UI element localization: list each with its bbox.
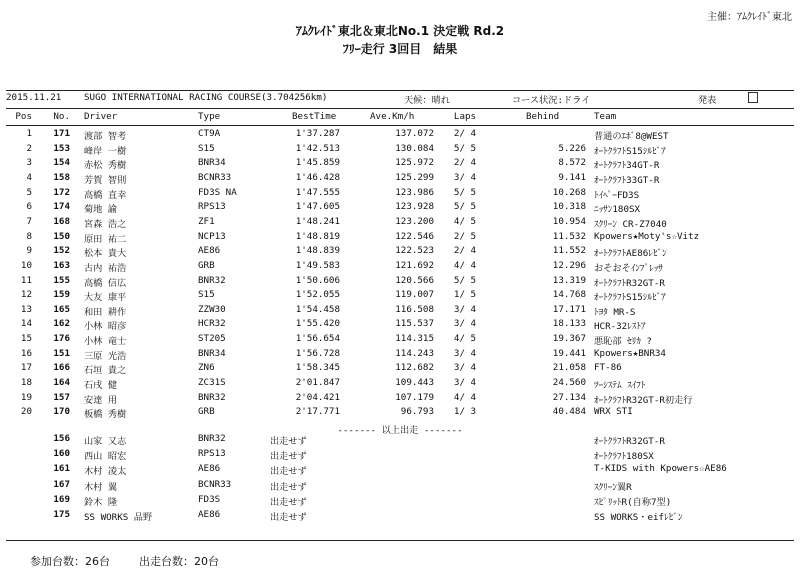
header-pos: Pos [15, 111, 32, 122]
table-row [0, 348, 800, 361]
dns-row [0, 479, 800, 492]
event-date: 2015.11.21 [6, 92, 62, 103]
cell-no: 153 [53, 142, 70, 154]
cell-type: BCNR33 [198, 171, 232, 183]
cell-best-time: 1'46.428 [295, 171, 340, 183]
cell-driver: 大友 康平 [84, 292, 127, 304]
dns-row [0, 463, 800, 476]
cell-type: S15 [198, 289, 215, 301]
cell-best-time: 1'47.605 [295, 201, 340, 213]
table-row [0, 318, 800, 331]
cell-ave: 96.793 [400, 406, 434, 418]
cell-team: ﾆｯｻﾝ180SX [594, 204, 641, 216]
cell-driver: 古内 祐浩 [84, 262, 127, 274]
document-subtitle: ﾌﾘｰ走行 3回目 結果 [342, 42, 458, 56]
cell-ave: 107.179 [395, 391, 434, 403]
cell-behind: 19.367 [552, 333, 586, 345]
cell-laps: 2/ 4 [453, 128, 477, 139]
cell-no: 164 [53, 377, 70, 389]
cell-ave: 123.928 [395, 201, 434, 213]
cell-type: ZZW30 [198, 303, 226, 315]
cell-driver: SS WORKS 品野 [84, 512, 153, 523]
cell-team: ｵｰﾄｸﾗﾌﾄR32GT-R [594, 436, 665, 447]
cell-pos: 19 [20, 391, 32, 403]
cell-pos: 12 [20, 289, 32, 301]
cell-type: BNR32 [198, 274, 226, 286]
cell-team: ｵｰﾄｸﾗﾌﾄ180SX [594, 451, 654, 463]
cell-pos: 20 [20, 406, 32, 418]
cell-no: 156 [53, 433, 70, 444]
cell-no: 161 [53, 463, 70, 475]
cell-ave: 130.084 [395, 142, 434, 154]
cell-behind: 13.319 [552, 274, 586, 286]
cell-ave: 112.682 [395, 362, 434, 374]
table-header [0, 111, 800, 125]
cell-pos: 18 [20, 377, 32, 389]
cell-best-time: 1'37.287 [295, 128, 340, 139]
cell-pos: 9 [26, 245, 32, 257]
cell-team: ﾄﾖﾀ MR-S [594, 306, 636, 318]
cell-pos: 2 [26, 142, 32, 154]
cell-type: RPS13 [198, 201, 226, 213]
table-row [0, 260, 800, 273]
cell-behind: 10.268 [552, 186, 586, 198]
table-row [0, 128, 800, 141]
cell-behind: 10.954 [552, 215, 586, 227]
cell-team: ｵｰﾄｸﾗﾌﾄR32GT-R初走行 [594, 394, 693, 406]
cell-team: WRX STI [594, 406, 633, 418]
cell-pos: 7 [26, 215, 32, 227]
cell-no: 157 [53, 391, 70, 403]
cell-ave: 119.007 [395, 289, 434, 301]
cell-best-time: 1'48.241 [295, 215, 340, 227]
cell-type: FD3S [198, 493, 221, 505]
cell-best-time: 1'58.345 [295, 362, 340, 374]
cell-ave: 116.508 [395, 303, 434, 315]
cell-status: 出走せず [270, 436, 307, 447]
cell-status: 出走せず [270, 481, 307, 493]
bottom-divider [6, 540, 794, 541]
cell-ave: 123.986 [395, 186, 434, 198]
cell-driver: 西山 昭宏 [84, 451, 127, 463]
cell-type: AE86 [198, 463, 221, 475]
cell-team: 普通のｴﾎﾞ8@WEST [594, 131, 669, 142]
cell-ave: 122.523 [395, 245, 434, 257]
cell-laps: 2/ 4 [453, 157, 477, 169]
cell-type: ST205 [198, 333, 226, 345]
cell-ave: 125.299 [395, 171, 434, 183]
cell-driver: 三原 光浩 [84, 350, 127, 362]
cell-type: HCR32 [198, 318, 226, 330]
cell-type: GRB [198, 259, 215, 271]
cell-team: おそおそｲﾝﾌﾟﾚｯｻ [594, 262, 663, 274]
cell-laps: 3/ 4 [453, 377, 477, 389]
header-top-divider [6, 108, 794, 109]
cell-behind: 5.226 [558, 142, 586, 154]
cell-ave: 122.546 [395, 230, 434, 242]
cell-behind: 9.141 [558, 171, 586, 183]
cell-type: CT9A [198, 128, 221, 139]
cell-behind: 11.552 [552, 245, 586, 257]
cell-behind: 8.572 [558, 157, 586, 169]
cell-laps: 5/ 5 [453, 201, 477, 213]
weather: 天候：晴れ [404, 95, 450, 106]
cell-best-time: 1'50.606 [295, 274, 340, 286]
cell-ave: 125.972 [395, 157, 434, 169]
cell-pos: 1 [26, 128, 32, 139]
cell-team: ｵｰﾄｸﾗﾌﾄS15ｼﾙﾋﾞｱ [594, 292, 666, 304]
cell-no: 163 [53, 259, 70, 271]
document-title: ｱﾑｸﾚｲﾄﾞ東北＆東北No.1 決定戦 Rd.2 [295, 24, 505, 38]
cell-type: AE86 [198, 245, 221, 257]
cell-driver: 芳賀 智則 [84, 174, 127, 186]
cell-team: Kpowers★Moty's☆Vitz [594, 230, 700, 242]
cell-type: ZF1 [198, 215, 215, 227]
cell-best-time: 1'49.583 [295, 259, 340, 271]
cell-driver: 原田 祐二 [84, 233, 127, 245]
cell-no: 159 [53, 289, 70, 301]
cell-ave: 115.537 [395, 318, 434, 330]
header-laps: Laps [453, 111, 477, 122]
cell-best-time: 2'17.771 [295, 406, 340, 418]
cell-driver: 高橋 信広 [84, 277, 127, 289]
cell-behind: 10.318 [552, 201, 586, 213]
cell-pos: 14 [20, 318, 32, 330]
cell-team: ﾄｲﾍﾟｰFD3S [594, 189, 640, 201]
cell-laps: 4/ 4 [453, 391, 477, 403]
cell-laps: 3/ 4 [453, 303, 477, 315]
header-ave: Ave.Km/h [370, 111, 415, 122]
cell-ave: 123.200 [395, 215, 434, 227]
dns-row [0, 494, 800, 507]
cell-pos: 13 [20, 303, 32, 315]
cell-driver: 和田 耕作 [84, 306, 127, 318]
cell-pos: 11 [20, 274, 32, 286]
cell-behind: 11.532 [552, 230, 586, 242]
table-row [0, 362, 800, 375]
cell-pos: 5 [26, 186, 32, 198]
cell-type: BCNR33 [198, 478, 232, 490]
dns-row [0, 448, 800, 461]
cell-laps: 2/ 4 [453, 245, 477, 257]
dns-row [0, 509, 800, 522]
cell-driver: 赤松 秀樹 [84, 160, 127, 172]
cell-status: 出走せず [270, 466, 307, 478]
header-type: Type [198, 111, 221, 122]
cell-ave: 114.315 [395, 333, 434, 345]
cell-type: S15 [198, 142, 215, 154]
cell-team: ｽﾋﾟﾘｯﾄR(自称7型) [594, 496, 672, 508]
cell-driver: 小林 竜士 [84, 336, 127, 348]
cell-pos: 8 [26, 230, 32, 242]
dns-row [0, 433, 800, 446]
table-row [0, 392, 800, 405]
cell-best-time: 1'54.458 [295, 303, 340, 315]
cell-pos: 6 [26, 201, 32, 213]
cell-behind: 14.768 [552, 289, 586, 301]
cell-laps: 2/ 5 [453, 230, 477, 242]
cell-ave: 114.243 [395, 347, 434, 359]
cell-driver: 安達 用 [84, 394, 118, 406]
cell-laps: 1/ 3 [453, 406, 477, 418]
cell-laps: 4/ 5 [453, 215, 477, 227]
cell-type: AE86 [198, 509, 221, 520]
entries-count: 参加台数：26台 [30, 555, 110, 568]
cell-pos: 17 [20, 362, 32, 374]
table-row [0, 406, 800, 419]
cell-best-time: 1'55.420 [295, 318, 340, 330]
cell-team: FT-86 [594, 362, 622, 374]
cell-ave: 137.072 [395, 128, 434, 139]
table-row [0, 143, 800, 156]
cell-no: 168 [53, 215, 70, 227]
table-row [0, 245, 800, 258]
table-row [0, 289, 800, 302]
cell-no: 162 [53, 318, 70, 330]
cell-driver: 石戌 健 [84, 380, 118, 392]
announce-label: 発表 [698, 95, 717, 106]
table-row [0, 231, 800, 244]
cell-team: ｵｰﾄｸﾗﾌﾄR32GT-R [594, 277, 665, 289]
cell-laps: 5/ 5 [453, 274, 477, 286]
table-row [0, 157, 800, 170]
cell-driver: 小林 昭彦 [84, 321, 127, 333]
cell-team: T-KIDS with Kpowers☆AE86 [594, 463, 727, 475]
cell-behind: 18.133 [552, 318, 586, 330]
cell-best-time: 2'01.847 [295, 377, 340, 389]
cell-no: 155 [53, 274, 70, 286]
session-info-bar [6, 92, 794, 108]
cell-driver: 高橋 直幸 [84, 189, 127, 201]
cell-best-time: 1'45.859 [295, 157, 340, 169]
course-condition: コース状況:ドライ [512, 95, 591, 106]
cell-behind: 27.134 [552, 391, 586, 403]
cell-ave: 120.566 [395, 274, 434, 286]
cell-driver: 菊地 諭 [84, 204, 118, 216]
cell-no: 166 [53, 362, 70, 374]
cell-status: 出走せず [270, 496, 307, 508]
header-team: Team [594, 111, 617, 122]
cell-no: 170 [53, 406, 70, 418]
header-driver: Driver [84, 111, 118, 122]
cell-behind: 19.441 [552, 347, 586, 359]
table-row [0, 275, 800, 288]
cell-no: 158 [53, 171, 70, 183]
cell-team: Kpowers★BNR34 [594, 347, 666, 359]
cell-type: GRB [198, 406, 215, 418]
cell-type: BNR34 [198, 157, 226, 169]
cell-driver: 木村 翼 [84, 481, 118, 493]
cell-best-time: 1'56.728 [295, 347, 340, 359]
cell-team: ｽｸﾘｰﾝ CR-Z7040 [594, 218, 667, 230]
cell-laps: 3/ 4 [453, 362, 477, 374]
cell-pos: 15 [20, 333, 32, 345]
cell-no: 176 [53, 333, 70, 345]
top-divider [6, 90, 794, 91]
cell-type: BNR32 [198, 433, 226, 444]
cell-driver: 木村 凌太 [84, 466, 127, 478]
cell-type: NCP13 [198, 230, 226, 242]
cell-team: SS WORKS・eifﾚﾋﾞﾝ [594, 512, 683, 523]
cell-best-time: 2'04.421 [295, 391, 340, 403]
cell-no: 169 [53, 493, 70, 505]
cell-pos: 16 [20, 347, 32, 359]
cell-no: 167 [53, 478, 70, 490]
header-behind: Behind [526, 111, 560, 122]
course-name: SUGO INTERNATIONAL RACING COURSE(3.704256km) [84, 92, 328, 103]
cell-laps: 3/ 4 [453, 347, 477, 359]
table-row [0, 333, 800, 346]
cell-driver: 宮森 浩之 [84, 218, 127, 230]
cell-best-time: 1'42.513 [295, 142, 340, 154]
cell-laps: 4/ 4 [453, 259, 477, 271]
cell-best-time: 1'47.555 [295, 186, 340, 198]
cell-no: 175 [53, 509, 70, 520]
cell-team: 悪恥部 ｾﾘｶ ? [594, 336, 652, 348]
cell-behind: 12.296 [552, 259, 586, 271]
table-row [0, 201, 800, 214]
cell-no: 152 [53, 245, 70, 257]
cell-pos: 10 [20, 259, 32, 271]
cell-no: 160 [53, 448, 70, 460]
cell-laps: 4/ 5 [453, 333, 477, 345]
summary [30, 553, 219, 569]
cell-type: FD3S NA [198, 186, 237, 198]
cell-pos: 3 [26, 157, 32, 169]
cell-driver: 山家 又志 [84, 436, 127, 447]
cell-no: 154 [53, 157, 70, 169]
cell-laps: 1/ 5 [453, 289, 477, 301]
cell-behind: 17.171 [552, 303, 586, 315]
cell-driver: 板橋 秀樹 [84, 409, 127, 421]
started-separator: ------- 以上出走 ------- [337, 425, 463, 436]
cell-ave: 121.692 [395, 259, 434, 271]
cell-best-time: 1'56.654 [295, 333, 340, 345]
header-no: No. [53, 111, 70, 122]
cell-no: 150 [53, 230, 70, 242]
table-row [0, 216, 800, 229]
cell-laps: 5/ 5 [453, 186, 477, 198]
cell-type: ZN6 [198, 362, 215, 374]
cell-team: ｵｰﾄｸﾗﾌﾄ33GT-R [594, 174, 660, 186]
cell-behind: 21.058 [552, 362, 586, 374]
cell-no: 171 [53, 128, 70, 139]
cell-driver: 渡部 智考 [84, 131, 127, 142]
cell-no: 174 [53, 201, 70, 213]
cell-type: BNR34 [198, 347, 226, 359]
cell-behind: 24.560 [552, 377, 586, 389]
header-best-time: BestTime [292, 111, 337, 122]
cell-team: ｵｰﾄｸﾗﾌﾄS15ｼﾙﾋﾞｱ [594, 145, 666, 157]
cell-no: 165 [53, 303, 70, 315]
cell-ave: 109.443 [395, 377, 434, 389]
cell-team: HCR-32ﾚｽﾄｱ [594, 321, 646, 333]
table-row [0, 304, 800, 317]
cell-status: 出走せず [270, 451, 307, 463]
cell-no: 172 [53, 186, 70, 198]
starters-count: 出走台数：20台 [139, 555, 219, 568]
cell-pos: 4 [26, 171, 32, 183]
cell-team: ﾂｰｼｽﾃﾑ ｽｲﾌﾄ [594, 380, 646, 392]
cell-driver: 峰岸 一樹 [84, 145, 127, 157]
cell-type: RPS13 [198, 448, 226, 460]
table-row [0, 172, 800, 185]
cell-driver: 石垣 貴之 [84, 365, 127, 377]
cell-best-time: 1'52.055 [295, 289, 340, 301]
cell-no: 151 [53, 347, 70, 359]
cell-status: 出走せず [270, 512, 307, 523]
cell-type: BNR32 [198, 391, 226, 403]
cell-team: ｽｸﾘｰﾝ翼R [594, 481, 632, 493]
table-row [0, 377, 800, 390]
header-bottom-divider [6, 125, 794, 126]
cell-best-time: 1'48.819 [295, 230, 340, 242]
cell-best-time: 1'48.839 [295, 245, 340, 257]
cell-laps: 5/ 5 [453, 142, 477, 154]
cell-behind: 40.484 [552, 406, 586, 418]
cell-laps: 3/ 4 [453, 171, 477, 183]
cell-driver: 鈴木 隆 [84, 496, 118, 508]
organizer-label: 主催：ｱﾑｸﾚｲﾄﾞ東北 [707, 12, 792, 23]
cell-team: ｵｰﾄｸﾗﾌﾄAE86ﾚﾋﾞﾝ [594, 248, 667, 260]
cell-team: ｵｰﾄｸﾗﾌﾄ34GT-R [594, 160, 660, 172]
cell-laps: 3/ 4 [453, 318, 477, 330]
cell-type: ZC31S [198, 377, 226, 389]
cell-driver: 松本 貴大 [84, 248, 127, 260]
table-row [0, 187, 800, 200]
